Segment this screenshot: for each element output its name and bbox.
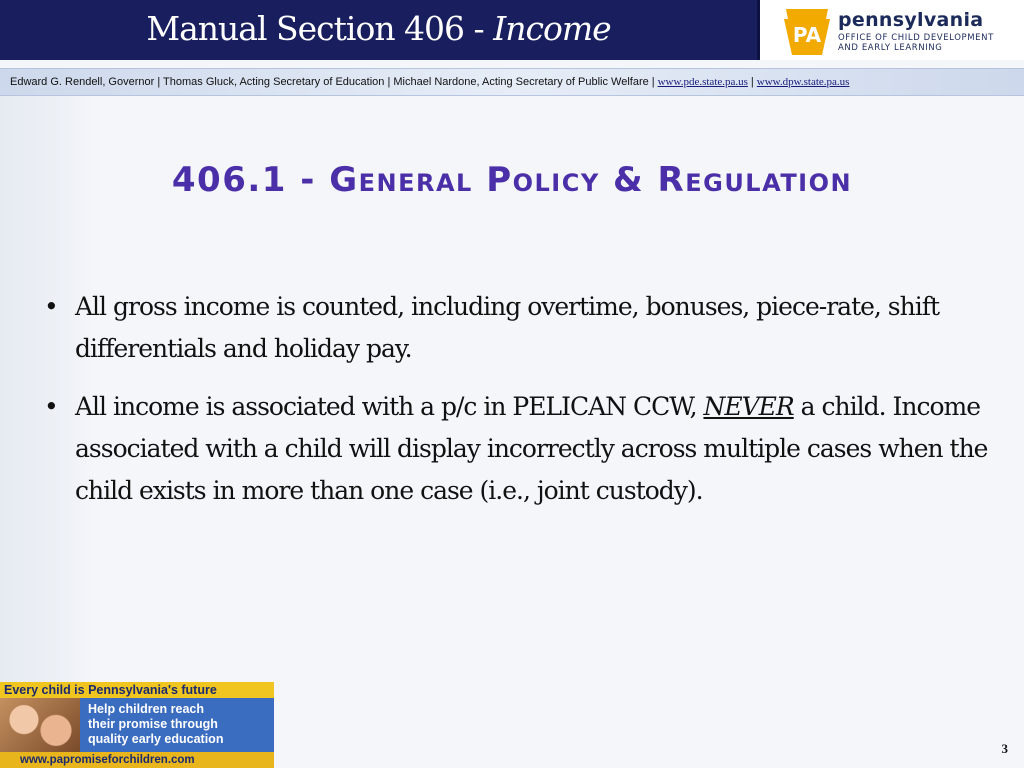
info-bar	[0, 68, 1024, 96]
promo-message-panel	[0, 698, 274, 752]
bullet-item	[44, 386, 1004, 512]
bullet-text-after: a child. Income associated with a child will display incorrectly across multiple cases when the child exists in more than one case (i.e., joint custody).	[75, 392, 988, 505]
dpw-link[interactable]: www.dpw.state.pa.us	[756, 76, 850, 88]
slide-title	[146, 9, 610, 48]
separator: |	[750, 76, 754, 88]
officials-text: Edward G. Rendell, Governor | Thomas Gluck, Acting Secretary of Education | Michael Nardone, Acting Secretary of Public Welfare	[10, 76, 649, 88]
promo-message	[88, 702, 223, 747]
title-italic: Income	[493, 8, 611, 48]
title-bar	[0, 0, 760, 60]
promo-url: www.papromiseforchildren.com	[20, 754, 195, 766]
separator: |	[651, 76, 655, 88]
bullet-text-before: All income is associated with a p/c in PELICAN CCW,	[75, 392, 704, 421]
promise-for-children-banner[interactable]	[0, 682, 274, 768]
promo-tagline: Every child is Pennsylvania's future	[0, 682, 274, 698]
page-number: 3	[1001, 741, 1008, 756]
promo-line: their promise through	[88, 717, 218, 731]
bullet-text: All gross income is counted, including overtime, bonuses, piece-rate, shift differentials and holiday pay.	[75, 292, 940, 363]
never-emphasis: NEVER	[703, 392, 794, 421]
logo-subtitle: OFFICE OF CHILD DEVELOPMENT AND EARLY LEARNING	[838, 32, 994, 53]
logo-name: pennsylvania	[838, 8, 984, 31]
bullet-list	[44, 286, 1004, 528]
title-plain: Manual Section 406 -	[146, 8, 494, 48]
pde-link[interactable]: www.pde.state.pa.us	[657, 76, 748, 88]
pennsylvania-logo	[782, 4, 1002, 60]
bullet-item	[44, 286, 1004, 370]
keystone-letters: PA	[792, 23, 822, 47]
children-photo	[0, 698, 80, 752]
section-heading: 406.1 - General Policy & Regulation	[171, 160, 853, 200]
keystone-icon	[782, 7, 832, 57]
promo-line: quality early education	[88, 732, 224, 746]
promo-line: Help children reach	[88, 702, 205, 716]
